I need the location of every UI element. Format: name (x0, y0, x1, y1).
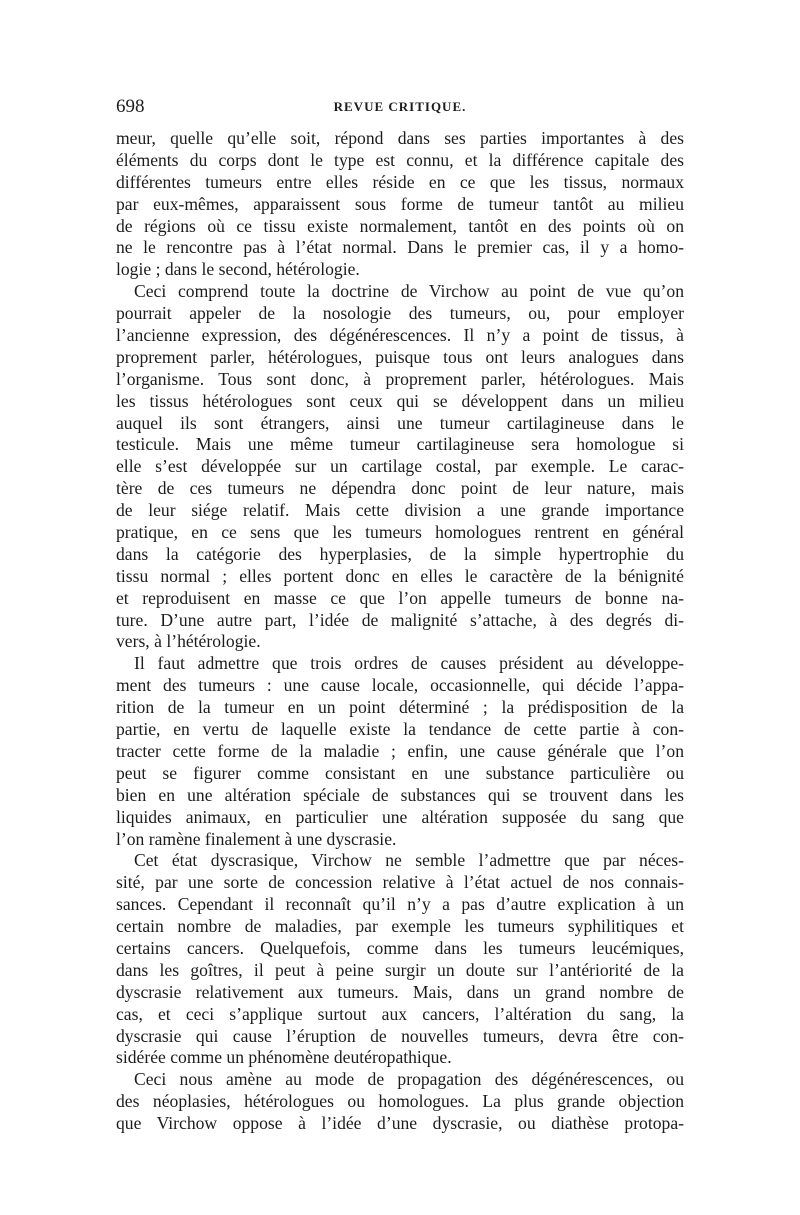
text-line: que Virchow oppose à l’idée d’une dyscrasie, ou diathèse protopa- (116, 1113, 684, 1134)
text-line: rition de la tumeur en un point déterminé ; la prédisposition de la (116, 697, 684, 718)
text-line: auquel ils sont étrangers, ainsi une tumeur cartilagineuse dans le (116, 412, 684, 433)
text-line: éléments du corps dont le type est connu, et la différence capitale des (116, 149, 684, 170)
text-line: certain nombre de maladies, par exemple les tumeurs syphilitiques et (116, 916, 684, 937)
text-line: sances. Cependant il reconnaît qu’il n’y a pas d’autre explication à un (116, 894, 684, 915)
text-line: peut se figurer comme consistant en une substance particulière ou (116, 762, 684, 783)
text-line: tracter cette forme de la maladie ; enfin, une cause générale que l’on (116, 740, 684, 761)
text-line: meur, quelle qu’elle soit, répond dans ses parties importantes à des (116, 128, 684, 148)
text-line: de leur siége relatif. Mais cette division a une grande importance (116, 500, 684, 521)
text-line: certains cancers. Quelquefois, comme dans les tumeurs leucémiques, (116, 937, 684, 958)
text-line: Cet état dyscrasique, Virchow ne semble l’admettre que par néces- (134, 850, 684, 871)
page-number: 698 (116, 96, 145, 117)
text-line: vers, à l’hétérologie. (116, 631, 261, 652)
text-line: liquides animaux, en particulier une altération supposée du sang que (116, 806, 684, 827)
text-line: Ceci nous amène au mode de propagation des dégénérescences, ou (134, 1069, 684, 1090)
text-line: pratique, en ce sens que les tumeurs homologues rentrent en général (116, 522, 684, 543)
text-line: l’ancienne expression, des dégénérescences. Il n’y a point de tissus, à (116, 325, 684, 346)
text-line: ture. D’une autre part, l’idée de malignité s’attache, à des degrés di- (116, 609, 684, 630)
text-line: bien en une altération spéciale de substances qui se trouvent dans les (116, 784, 684, 805)
text-line: elle s’est développée sur un cartilage costal, par exemple. Le carac- (116, 456, 684, 477)
body-text (116, 128, 684, 1135)
text-line: dyscrasie relativement aux tumeurs. Mais, dans un grand nombre de (116, 981, 684, 1002)
text-line: ment des tumeurs : une cause locale, occasionnelle, qui décide l’appa- (116, 675, 684, 696)
text-line: dans les goîtres, il peut à peine surgir un doute sur l’antériorité de la (116, 959, 684, 980)
text-line: sité, par une sorte de concession relative à l’état actuel de nos connais- (116, 872, 684, 893)
text-line: sidérée comme un phénomène deutéropathique. (116, 1047, 452, 1068)
text-line: proprement parler, hétérologues, puisque tous ont leurs analogues dans (116, 346, 684, 367)
text-line: partie, en vertu de laquelle existe la tendance de cette partie à con- (116, 719, 684, 740)
text-line: cas, et ceci s’applique surtout aux cancers, l’altération du sang, la (116, 1003, 684, 1024)
text-line: tissu normal ; elles portent donc en elles le caractère de la bénignité (116, 565, 684, 586)
text-line: l’on ramène finalement à une dyscrasie. (116, 828, 397, 849)
text-line: Ceci comprend toute la doctrine de Virchow au point de vue qu’on (134, 281, 684, 302)
text-line: dans la catégorie des hyperplasies, de la simple hypertrophie du (116, 543, 684, 564)
text-line: pourrait appeler de la nosologie des tumeurs, ou, pour employer (116, 303, 684, 324)
text-line: les tissus hétérologues sont ceux qui se développent dans un milieu (116, 390, 684, 411)
text-line: par eux-mêmes, apparaissent sous forme de tumeur tantôt au milieu (116, 193, 684, 214)
text-line: des néoplasies, hétérologues ou homologues. La plus grande objection (116, 1091, 684, 1112)
running-title: REVUE CRITIQUE. (333, 99, 467, 114)
text-line: testicule. Mais une même tumeur cartilagineuse sera homologue si (116, 434, 684, 455)
text-line: de régions où ce tissu existe normalement, tantôt en des points où on (116, 215, 684, 236)
text-line: tère de ces tumeurs ne dépendra donc point de leur nature, mais (116, 478, 684, 499)
text-line: dyscrasie qui cause l’éruption de nouvelles tumeurs, devra être con- (116, 1025, 684, 1046)
text-line: l’organisme. Tous sont donc, à proprement parler, hétérologues. Mais (116, 368, 684, 389)
text-line: différentes tumeurs entre elles réside en ce que les tissus, normaux (116, 171, 684, 192)
page-header (116, 96, 684, 122)
text-line: Il faut admettre que trois ordres de causes président au développe- (134, 653, 684, 674)
text-line: et reproduisent en masse ce que l’on appelle tumeurs de bonne na- (116, 587, 684, 608)
text-line: ne le rencontre pas à l’état normal. Dans le premier cas, il y a homo- (116, 237, 684, 258)
text-line: logie ; dans le second, hétérologie. (116, 259, 360, 280)
